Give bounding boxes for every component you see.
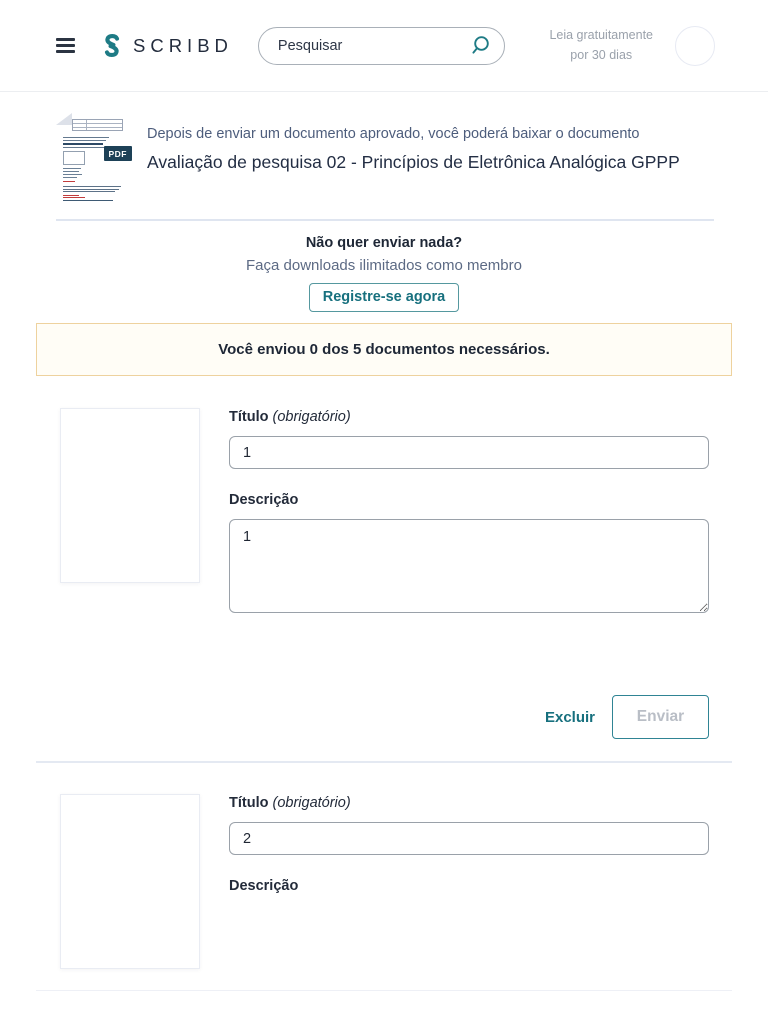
trial-promo-line2: por 30 dias [570, 47, 633, 62]
scribd-logo[interactable] [100, 32, 233, 59]
progress-notice-text: Você enviou 0 dos 5 documentos necessários. [218, 341, 550, 358]
top-navigation-bar [0, 0, 768, 92]
current-upload-row [36, 92, 732, 203]
description-textarea-1[interactable] [229, 519, 709, 613]
register-now-button[interactable]: Registre-se agora [309, 283, 460, 312]
brand-wordmark: SCRIBD [133, 34, 233, 56]
section-divider [36, 761, 732, 763]
upload-approval-note: Depois de enviar um documento aprovado, você poderá baixar o documento [147, 126, 640, 142]
scribd-s-icon [100, 32, 124, 59]
delete-button-1[interactable]: Excluir [544, 708, 595, 726]
form-actions-1 [229, 695, 709, 739]
trial-promo-line1: Leia gratuitamente [549, 28, 653, 43]
trial-promo-text [549, 26, 653, 65]
promo-heading: Não quer enviar nada? [305, 235, 463, 251]
description-label-1: Descrição [229, 492, 299, 508]
membership-promo [36, 235, 732, 312]
title-label-1: Título (obrigatório) [229, 409, 351, 425]
page-fold-corner [56, 113, 72, 125]
thumbnail-placeholder-1 [60, 408, 200, 583]
section-divider [36, 990, 732, 991]
title-input-1[interactable] [229, 436, 709, 469]
document-title: Avaliação de pesquisa 02 - Princípios de Eletrônica Analógica GPPP [147, 152, 680, 172]
upload-form-2 [36, 794, 732, 969]
upload-form-1 [36, 408, 732, 739]
menu-button[interactable] [54, 32, 77, 58]
hamburger-icon [56, 38, 75, 53]
progress-notice [36, 323, 732, 376]
promo-subheading: Faça downloads ilimitados como membro [246, 257, 522, 274]
search-input[interactable] [278, 38, 470, 54]
pdf-badge: PDF [104, 146, 133, 161]
magnifier-icon [470, 35, 491, 56]
submit-button-1[interactable]: Enviar [612, 695, 709, 739]
document-thumbnail [56, 113, 130, 203]
title-input-2[interactable] [229, 822, 709, 855]
title-label-2: Título (obrigatório) [229, 795, 351, 811]
search-bar[interactable] [258, 27, 505, 65]
section-divider [56, 219, 714, 221]
thumbnail-placeholder-2 [60, 794, 200, 969]
description-label-2: Descrição [229, 878, 299, 894]
avatar[interactable] [675, 26, 715, 66]
search-button[interactable] [470, 35, 491, 56]
